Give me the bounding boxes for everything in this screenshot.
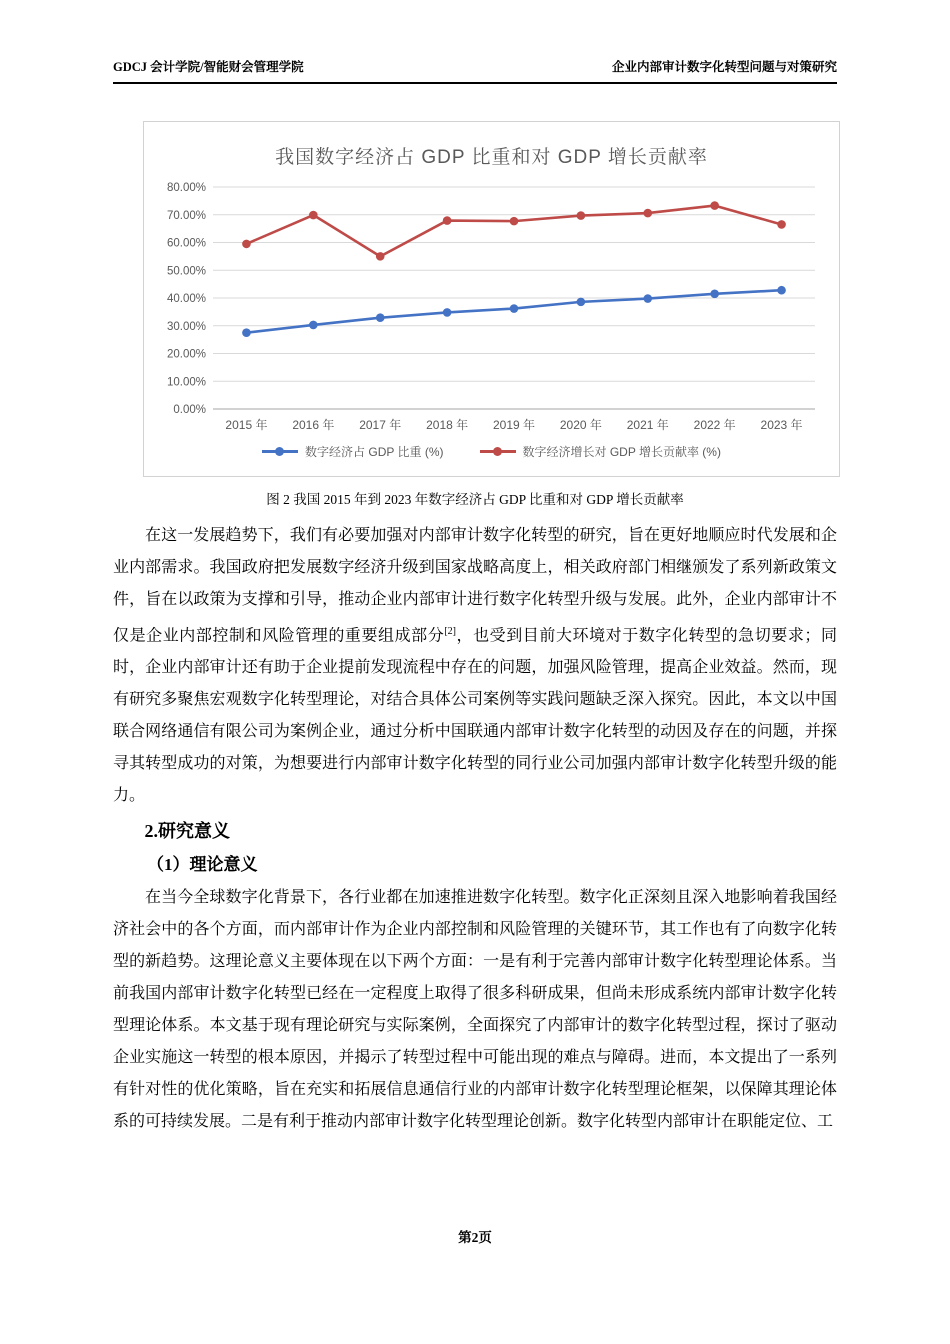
header-left-text: GDCJ 会计学院/智能财会管理学院 bbox=[113, 60, 304, 74]
svg-text:10.00%: 10.00% bbox=[166, 376, 206, 389]
svg-text:20.00%: 20.00% bbox=[166, 348, 206, 361]
figure-caption: 图 2 我国 2015 年到 2023 年数字经济占 GDP 比重和对 GDP 增长贡献率 bbox=[266, 492, 684, 507]
page-footer bbox=[0, 1226, 950, 1246]
legend-marker-blue-line-icon bbox=[262, 447, 298, 457]
citation-ref-2: [2] bbox=[444, 626, 456, 637]
svg-text:2015 年: 2015 年 bbox=[225, 418, 268, 432]
svg-text:80.00%: 80.00% bbox=[166, 182, 206, 194]
svg-text:40.00%: 40.00% bbox=[166, 293, 206, 305]
paragraph-2: 在当今全球数字化背景下，各行业都在加速推进数字化转型。数字化正深刻且深入地影响着我国经济社会中的各个方面，而内部审计作为企业内部控制和风险管理的关键环节，其工作也有了向数字化转型的新趋势。这理论意义主要体现在以下两个方面：一是有利于完善内部审计数字化转型理论体系。当前我国内部审计数字化转型已经在一定程度上取得了很多科研成果，但尚未形成系统内部审计数字化转型理论体系。本文基于现有理论研究与实际案例，全面探究了内部审计的数字化转型过程，探讨了驱动企业实施这一转型的根本原因，并揭示了转型过程中可能出现的难点与障碍。进而，本文提出了一系列有针对性的优化策略，旨在充实和拓展信息通信行业的内部审计数字化转型理论框架，以保障其理论体系的可持续发展。二是有利于推动内部审计数字化转型理论创新。数字化转型内部审计在职能定位、工 bbox=[113, 889, 837, 1131]
svg-text:2021 年: 2021 年 bbox=[626, 418, 669, 432]
body-text bbox=[113, 520, 837, 1138]
paragraph-1 bbox=[113, 520, 837, 812]
chart-legend bbox=[156, 443, 827, 460]
svg-text:30.00%: 30.00% bbox=[166, 320, 206, 333]
gdp-chart bbox=[143, 121, 840, 477]
svg-text:0.00%: 0.00% bbox=[173, 404, 206, 416]
svg-text:2017 年: 2017 年 bbox=[359, 418, 402, 432]
gdp-chart-plot bbox=[156, 181, 827, 437]
svg-text:2019 年: 2019 年 bbox=[492, 418, 536, 432]
legend-item-contribution-rate bbox=[480, 443, 721, 460]
svg-text:2018 年: 2018 年 bbox=[426, 418, 469, 432]
svg-text:50.00%: 50.00% bbox=[166, 265, 206, 278]
legend-label-gdp-share: 数字经济占 GDP 比重 (%) bbox=[305, 445, 444, 459]
legend-marker-red-line-icon bbox=[480, 447, 516, 457]
svg-text:70.00%: 70.00% bbox=[166, 209, 206, 222]
legend-dot-icon bbox=[275, 447, 284, 456]
svg-text:2022 年: 2022 年 bbox=[693, 418, 736, 432]
legend-dot-icon bbox=[493, 447, 502, 456]
paragraph-1-text-a: 在这一发展趋势下，我们有必要加强对内部审计数字化转型的研究，旨在更好地顺应时代发展和企业内部需求。我国政府把发展数字经济升级到国家战略高度上，相关政府部门相继颁发了系列新政策文件，旨在以政策为支撑和引导，推动企业内部审计进行数字化转型升级与发展。此外，企业内部审计不仅是企业内部控制和风险管理的重要组成部分 bbox=[113, 527, 837, 645]
paragraph-1-text-b: ，也受到目前大环境对于数字化转型的急切要求；同时，企业内部审计还有助于企业提前发现流程中存在的问题，加强风险管理，提高企业效益。然而，现有研究多聚焦宏观数字化转型理论，对结合具体公司案例等实践问题缺乏深入探究。因此，本文以中国联合网络通信有限公司为案例企业，通过分析中国联通内部审计数字化转型的动因及存在的问题，并探寻其转型成功的对策，为想要进行内部审计数字化转型的同行业公司加强内部审计数字化转型升级的能力。 bbox=[113, 627, 837, 805]
svg-text:2016 年: 2016 年 bbox=[292, 418, 335, 432]
legend-item-gdp-share bbox=[262, 443, 443, 460]
svg-text:2023 年: 2023 年 bbox=[760, 418, 803, 432]
subsection-heading-theoretical-significance: （1）理论意义 bbox=[147, 855, 258, 875]
svg-text:2020 年: 2020 年 bbox=[559, 418, 602, 432]
header-right-text: 企业内部审计数字化转型问题与对策研究 bbox=[611, 60, 837, 74]
svg-text:60.00%: 60.00% bbox=[166, 237, 206, 250]
section-heading-research-significance: 2.研究意义 bbox=[144, 821, 230, 842]
legend-label-contribution-rate: 数字经济增长对 GDP 增长贡献率 (%) bbox=[522, 445, 721, 459]
chart-title: 我国数字经济占 GDP 比重和对 GDP 增长贡献率 bbox=[275, 147, 708, 168]
page-header bbox=[113, 57, 837, 84]
page-number: 第2页 bbox=[458, 1230, 492, 1245]
